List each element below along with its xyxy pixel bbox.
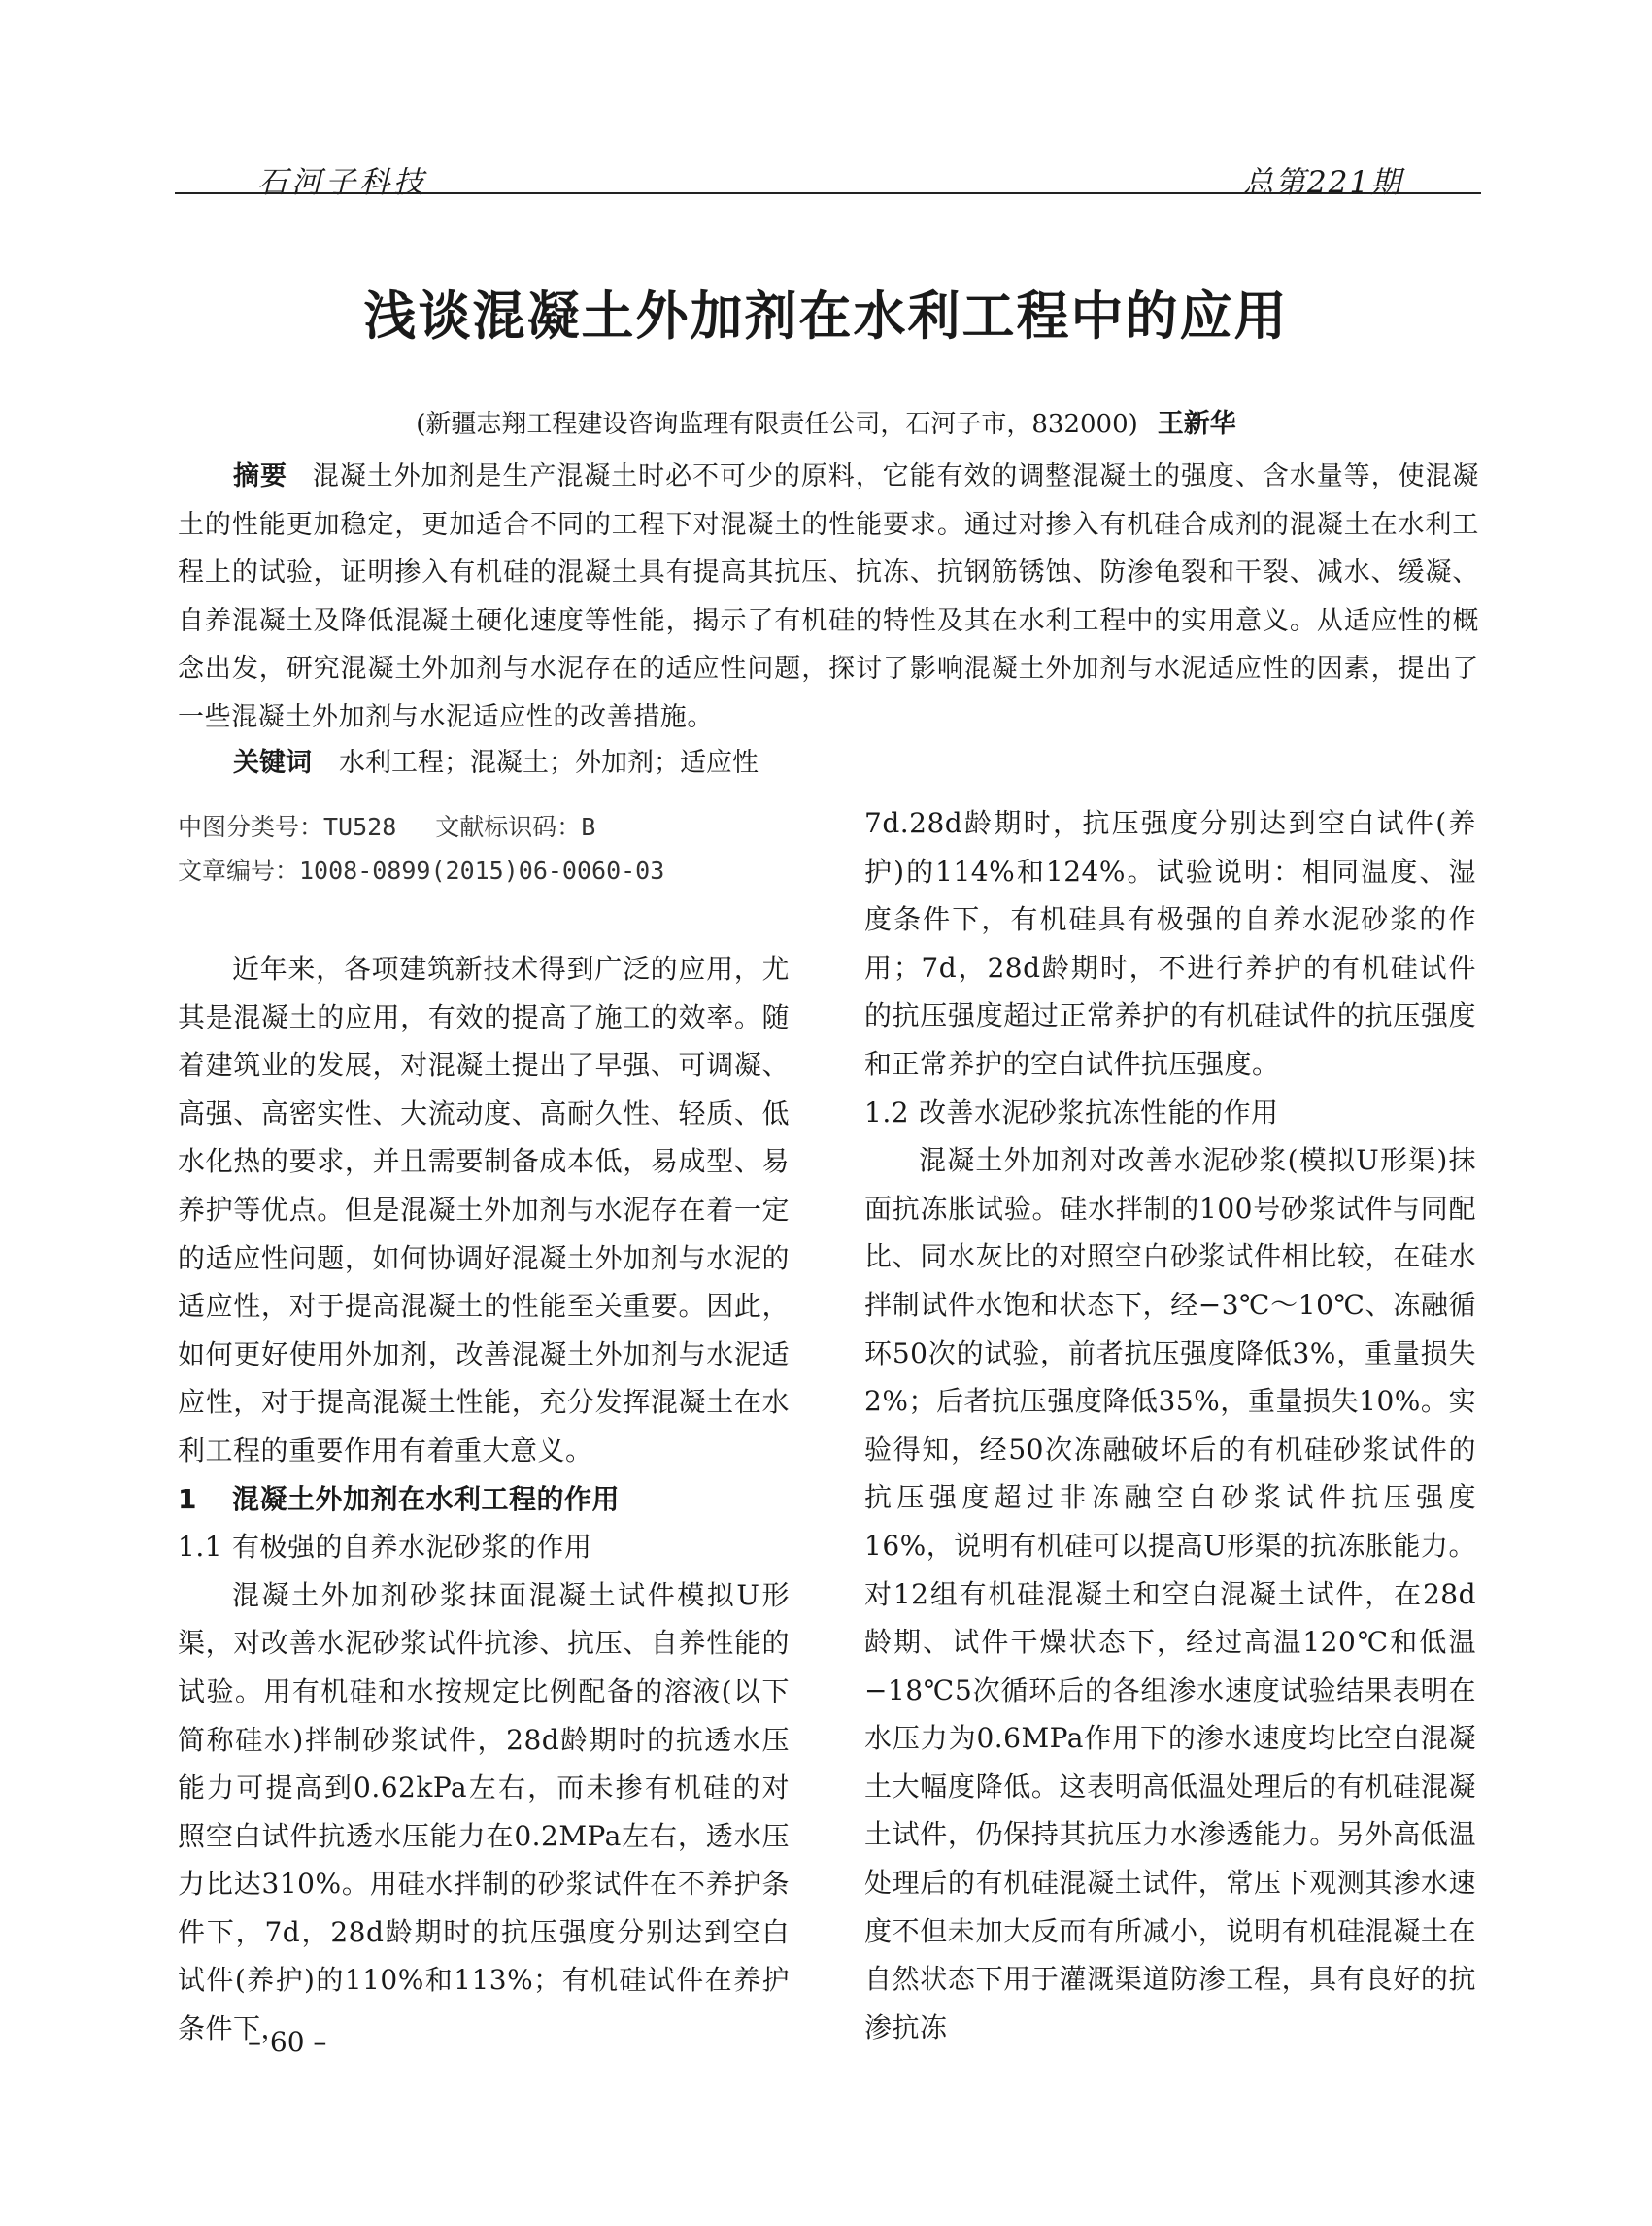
- clc-number: 中图分类号：TU528: [178, 813, 397, 841]
- affiliation: (新疆志翔工程建设咨询监理有限责任公司，石河子市，832000): [416, 410, 1138, 439]
- article-number: 文章编号：1008-0899(2015)06-0060-03: [178, 857, 665, 885]
- abstract: [178, 453, 1479, 741]
- subsection-heading: [178, 1523, 790, 1571]
- author: 王新华: [1157, 409, 1236, 439]
- subsection-number: 1.1: [178, 1531, 223, 1564]
- abstract-text: 混凝土外加剂是生产混凝土时必不可少的原料，它能有效的调整混凝土的强度、含水量等，使混凝土的性能更加稳定，更加适合不同的工程下对混凝土的性能要求。通过对掺入有机硅合成剂的混凝土在水利工程上的试验，证明掺入有机硅的混凝土具有提高其抗压、抗冻、抗钢筋锈蚀、防渗龟裂和干裂、减水、缓凝、自养混凝土及降低混凝土硬化速度等性能，揭示了有机硅的特性及其在水利工程中的实用意义。从适应性的概念出发，研究混凝土外加剂与水泥存在的适应性问题，探讨了影响混凝土外加剂与水泥适应性的因素，提出了一些混凝土外加剂与水泥适应性的改善措施。: [178, 461, 1479, 732]
- classification-line: [178, 808, 595, 843]
- keywords-label: 关键词: [233, 748, 312, 778]
- keywords: [233, 741, 759, 779]
- subsection-title: 改善水泥砂浆抗冻性能的作用: [919, 1096, 1279, 1129]
- subsection-heading: [864, 1089, 1476, 1137]
- right-column: [864, 799, 1476, 2051]
- section-title: 混凝土外加剂在水利工程的作用: [232, 1482, 621, 1515]
- section-number: 1: [178, 1482, 197, 1515]
- document-code: 文献标识码：B: [435, 813, 596, 841]
- header-rule: [175, 192, 1481, 194]
- body-paragraph: 混凝土外加剂砂浆抹面混凝土试件模拟U形渠，对改善水泥砂浆试件抗渗、抗压、自养性能的试验。用有机硅和水按规定比例配备的溶液(以下简称硅水)拌制砂浆试件，28d龄期时的抗透水压能力可提高到0.62kPa左右，而未掺有机硅的对照空白试件抗透水压能力在0.2MPa左右，透水压力比达310%。用硅水拌制的砂浆试件在不养护条件下，7d，28d龄期时的抗压强度分别达到空白试件(养护)的110%和113%；有机硅试件在养护条件下，: [178, 1578, 790, 2045]
- subsection-number: 1.2: [864, 1096, 910, 1129]
- abstract-label: 摘要: [233, 461, 287, 491]
- journal-name: 石河子科技: [257, 165, 427, 200]
- section-heading: [178, 1475, 790, 1524]
- body-paragraph-continued: 7d.28d龄期时，抗压强度分别达到空白试件(养护)的114%和124%。试验说明：相同温度、湿度条件下，有机硅具有极强的自养水泥砂浆的作用；7d，28d龄期时，不进行养护的有机硅试件的抗压强度超过正常养护的有机硅试件的抗压强度和正常养护的空白试件抗压强度。: [864, 807, 1476, 1080]
- article-title: 浅谈混凝土外加剂在水利工程中的应用: [363, 286, 1289, 347]
- keywords-text: 水利工程；混凝土；外加剂；适应性: [339, 748, 759, 778]
- body-paragraph: 混凝土外加剂对改善水泥砂浆(模拟U形渠)抹面抗冻胀试验。硅水拌制的100号砂浆试件与同配比、同水灰比的对照空白砂浆试件相比较，在硅水拌制试件水饱和状态下，经−3℃～10℃、冻融循环50次的试验，前者抗压强度降低3%，重量损失2%；后者抗压强度降低35%，重量损失10%。实验得知，经50次冻融破坏后的有机硅砂浆试件的抗压强度超过非冻融空白砂浆试件抗压强度16%，说明有机硅可以提高U形渠的抗冻胀能力。对12组有机硅混凝土和空白混凝土试件，在28d龄期、试件干燥状态下，经过高温120℃和低温−18℃5次循环后的各组渗水速度试验结果表明在水压力为0.6MPa作用下的渗水速度均比空白混凝土大幅度降低。这表明高低温处理后的有机硅混凝土试件，仍保持其抗压力水渗透能力。另外高低温处理后的有机硅混凝土试件，常压下观测其渗水速度不但未加大反而有所减小，说明有机硅混凝土在自然状态下用于灌溉渠道防渗工程，具有良好的抗渗抗冻: [864, 1144, 1476, 2043]
- page-number: – 60 –: [248, 2026, 327, 2058]
- byline: [0, 402, 1652, 440]
- issue-number: 总第221期: [1243, 165, 1403, 200]
- left-column: [178, 945, 790, 2053]
- intro-paragraph: 近年来，各项建筑新技术得到广泛的应用，尤其是混凝土的应用，有效的提高了施工的效率。随着建筑业的发展，对混凝土提出了早强、可调凝、高强、高密实性、大流动度、高耐久性、轻质、低水化热的要求，并且需要制备成本低，易成型、易养护等优点。但是混凝土外加剂与水泥存在着一定的适应性问题，如何协调好混凝土外加剂与水泥的适应性，对于提高混凝土的性能至关重要。因此，如何更好使用外加剂，改善混凝土外加剂与水泥适应性，对于提高混凝土性能，充分发挥混凝土在水利工程的重要作用有着重大意义。: [178, 953, 790, 1467]
- subsection-title: 有极强的自养水泥砂浆的作用: [232, 1531, 592, 1564]
